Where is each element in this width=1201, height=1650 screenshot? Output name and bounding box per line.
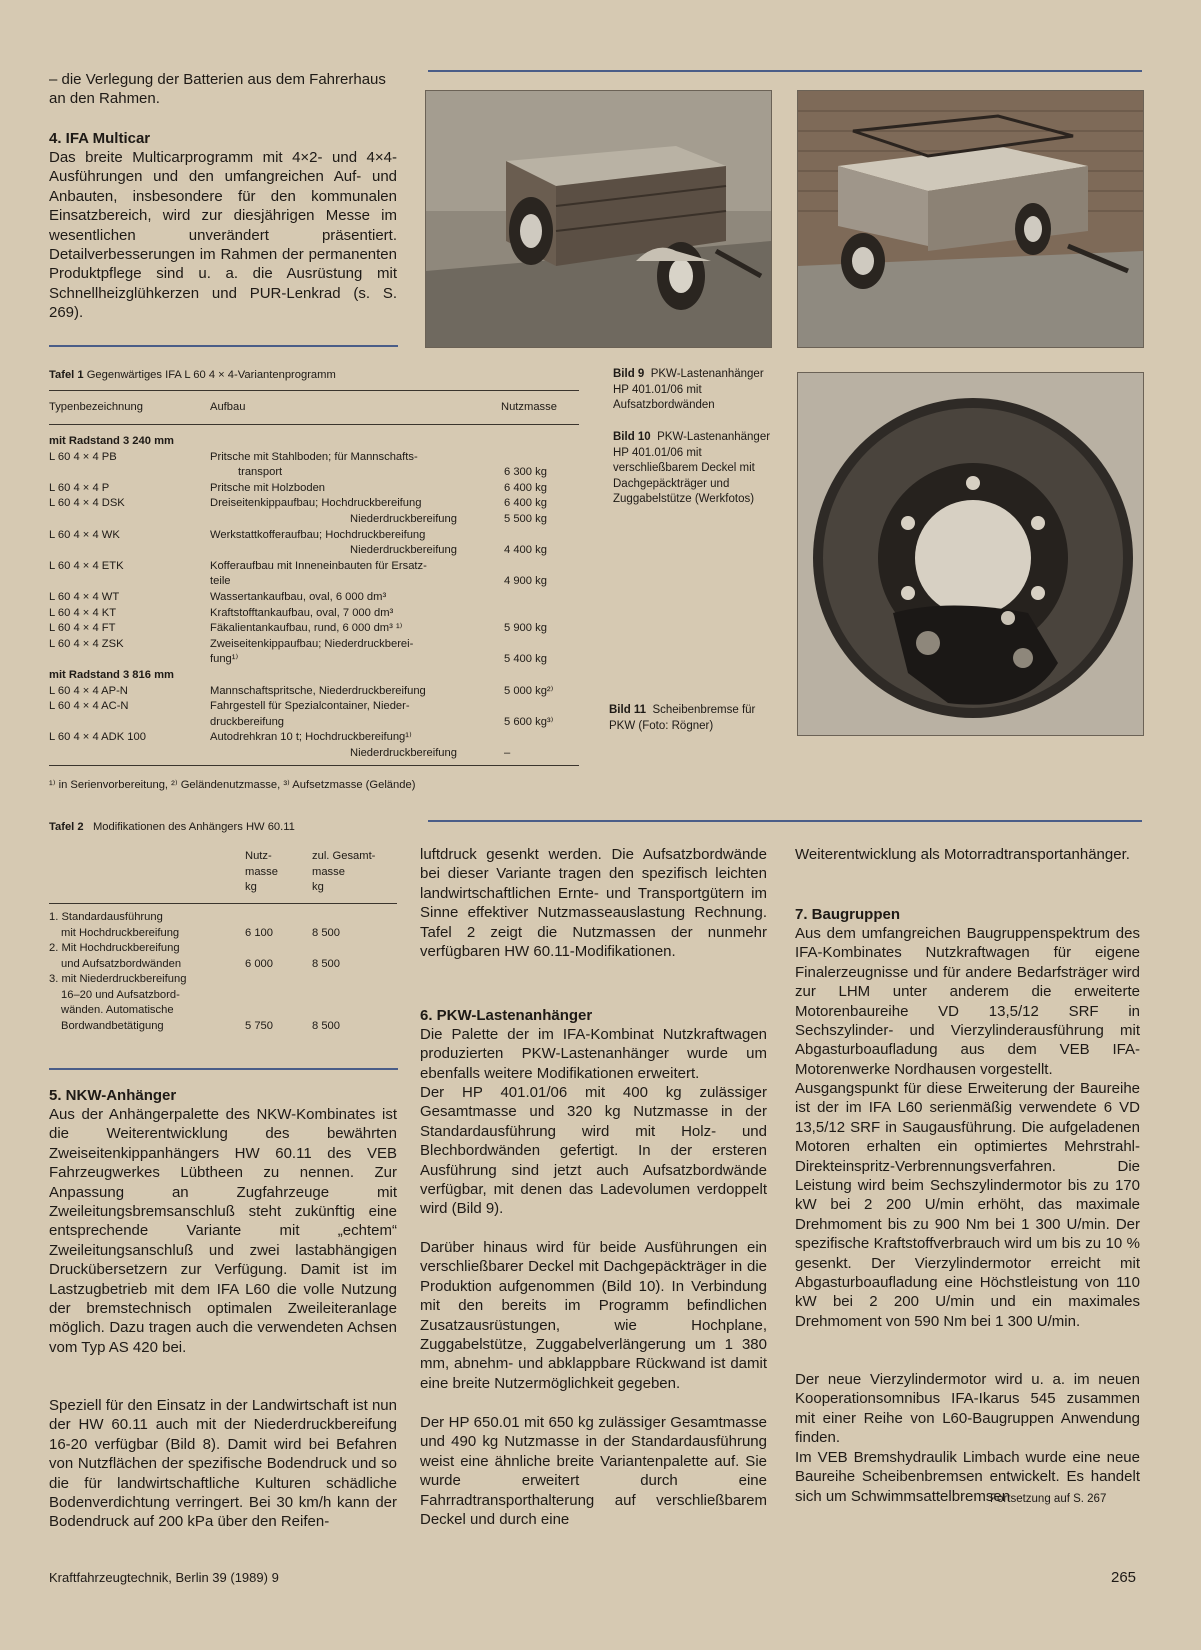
col2-continuation: luftdruck gesenkt werden. Die Aufsatzbordwände bei dieser Variante tragen den spezifisch leichten landwirtschaftlichen Ernte- und Transportgütern im Sinne effektiver Nutzmasseauslastung Rechnung. Tafel 2 zeigt die Nutzmassen der nunmehr verfügbaren HW 60.11-Modifikationen. [420, 846, 767, 961]
section-7-para-4: Im VEB Bremshydraulik Limbach wurde eine neue Baureihe Scheibenbremsen entwickelt. Es handelt sich um Schwimmsattelbremsen [795, 1449, 1140, 1505]
cell-aufbau: Kofferaufbau mit Inneneinbauten für Ersatz- [210, 559, 427, 572]
cell-description [49, 972, 239, 1034]
cell-description [49, 910, 239, 941]
cell-type: L 60 4 × 4 FT [49, 622, 116, 635]
header-line: zul. Gesamt- [312, 850, 376, 862]
cell-type: L 60 4 × 4 WK [49, 528, 120, 541]
table-row [49, 496, 579, 512]
bild10-label: Bild 10 [613, 431, 651, 443]
table-row [49, 972, 397, 1034]
cell-masse: 5 400 kg [504, 653, 547, 666]
cell-type: L 60 4 × 4 ETK [49, 559, 124, 572]
table-group-row [49, 668, 579, 684]
table-row [49, 559, 579, 575]
cell-aufbau: druckbereifung [210, 715, 285, 728]
table-row [49, 941, 397, 972]
cell-type: L 60 4 × 4 AP-N [49, 684, 128, 697]
description-line: Bordwandbetätigung [61, 1019, 164, 1032]
cell-masse: 5 000 kg²⁾ [504, 684, 554, 697]
cell-type: mit Radstand 3 240 mm [49, 435, 174, 447]
divider [49, 345, 398, 347]
cell-aufbau: Niederdruckbereifung [350, 513, 457, 525]
cell-aufbau: Kraftstofftankaufbau, oval, 7 000 dm³ [210, 606, 394, 619]
table-row [49, 746, 579, 762]
cell-type: L 60 4 × 4 AC-N [49, 700, 129, 713]
cell-aufbau: Niederdruckbereifung [350, 747, 457, 759]
divider [428, 70, 1142, 72]
cell-aufbau: fung¹⁾ [210, 653, 239, 666]
bild9-label: Bild 9 [613, 368, 645, 380]
cell-type: L 60 4 × 4 P [49, 481, 110, 494]
cell-masse: 6 300 kg [504, 466, 547, 479]
table-row [49, 684, 579, 700]
table-row [49, 910, 397, 941]
cell-type: L 60 4 × 4 ZSK [49, 637, 124, 650]
cell-masse: 6 400 kg [504, 497, 547, 510]
table-row [49, 512, 579, 528]
cell-type: L 60 4 × 4 KT [49, 606, 117, 619]
section-6-para-2: Der HP 401.01/06 mit 400 kg zulässiger Gesamtmasse und 320 kg Nutzmasse in der Standardausführung wird mit Holz- und Blechbordwänden gefertigt. In der ersteren Ausführung sind jetzt auch Aufsatzbordwände verfügbar, mit denen das Ladevolumen verdoppelt wird (Bild 9). [420, 1084, 767, 1218]
table-row [49, 652, 579, 668]
cell-gesamtmasse: 8 500 [312, 926, 340, 939]
cell-masse: 5 900 kg [504, 622, 547, 635]
description-line: 3. mit Niederdruckbereifung [49, 973, 187, 986]
section-6-para-3: Darüber hinaus wird für beide Ausführungen ein verschließbarer Deckel mit Dachgepäckträger in die Produktion aufgenommen (Bild 10). In Verbindung mit den bereits im Programm befindlichen Zusatzausrüstungen, wie Hochplane, Zuggabelstütze, Zuggabelverlängerung um 1 380 mm, abnehm- und abklappbare Rückwand ist damit eine breite Nutzermöglichkeit gegeben. [420, 1239, 767, 1392]
cell-aufbau: Mannschaftspritsche, Niederdruckbereifung [210, 684, 426, 697]
table-row [49, 590, 579, 606]
figure-caption-bild10 [613, 430, 773, 508]
journal-footer: Kraftfahrzeugtechnik, Berlin 39 (1989) 9 [49, 1570, 279, 1585]
cell-gesamtmasse: 8 500 [312, 957, 340, 970]
bullet-item: – die Verlegung der Batterien aus dem Fahrerhaus an den Rahmen. [49, 71, 386, 108]
cell-type: L 60 4 × 4 WT [49, 591, 120, 603]
table-1-header-masse: Nutzmasse [501, 401, 557, 413]
section-4-heading: 4. IFA Multicar [49, 130, 151, 147]
cell-aufbau: Fäkalientankaufbau, rund, 6 000 dm³ ¹⁾ [210, 622, 403, 635]
cell-aufbau: Dreiseitenkippaufbau; Hochdruckbereifung [210, 497, 422, 510]
table-row [49, 606, 579, 622]
table-2-label: Tafel 2 [49, 821, 84, 833]
table-row [49, 543, 579, 559]
table-row [49, 730, 579, 746]
bild10-text: PKW-Lastenanhänger HP 401.01/06 mit verschließbarem Deckel mit Dachgepäckträger und Zuggabelstütze (Werkfotos) [613, 431, 771, 505]
header-line: kg [245, 881, 257, 893]
section-6-para-1: Die Palette der im IFA-Kombinat Nutzkraftwagen produzierten PKW-Lastenanhänger wurde um ebenfalls weitere Modifikationen erweitert. [420, 1026, 767, 1082]
table-1-caption [49, 368, 336, 384]
cell-aufbau: Zweiseitenkippaufbau; Niederdruckberei- [210, 637, 414, 650]
trailer-photo-bild9 [425, 90, 772, 348]
divider [428, 820, 1142, 822]
bild9-text: PKW-Lastenanhänger HP 401.01/06 mit Aufsatzbordwänden [613, 368, 764, 411]
table-rule [49, 390, 579, 391]
table-row [49, 481, 579, 497]
cell-type: mit Radstand 3 816 mm [49, 669, 174, 681]
table-1-label: Tafel 1 [49, 369, 84, 381]
description-line: und Aufsatzbordwänden [61, 957, 182, 970]
section-7-para-2: Ausgangspunkt für diese Erweiterung der Baureihe ist der im IFA L60 serienmäßig verwendete 6 VD 13,5/12 SRF in Saugausführung. Die aufgeladenen Motoren erhalten ein optimiertes Mehrstrahl-Direkteinspritz-Verbrennungsverfahren. Die Leistung wird beim Sechszylindermotor bis zu 170 kW bei 2 200 U/min erhöht, das maximale Drehmoment bis zu 900 Nm bei 1 300 U/min. Der spezifische Kraftstoffverbrauch wird um bis zu 10 % gesenkt. Der Vierzylindermotor erreicht mit Abgasturboaufladung eine Höchstleistung von 110 kW bei 2 200 U/min und ein maximales Drehmoment von 590 Nm bei 1 300 U/min. [795, 1080, 1140, 1330]
cell-aufbau: Niederdruckbereifung [350, 544, 457, 557]
bild11-label: Bild 11 [609, 704, 647, 716]
cell-aufbau: teile [210, 575, 231, 588]
cell-masse: 5 600 kg³⁾ [504, 715, 554, 728]
table-1-header-aufbau: Aufbau [210, 401, 246, 413]
cell-nutzmasse: 6 100 [245, 926, 273, 939]
cell-type: L 60 4 × 4 PB [49, 450, 117, 463]
section-4-body: Das breite Multicarprogramm mit 4×2- und 4×4-Ausführungen und den umfangreichen Auf- und Anbauten, insbesondere für den kommunalen Einsatzbereich, wird zur diesjährigen Messe im wesentlichen unverändert präsentiert. Detailverbesserungen im Rahmen der permanenten Produktpflege sind u. a. die Ausrüstung mit Schnellheizglühkerzen und PUR-Lenkrad (s. S. 269). [49, 149, 397, 322]
table-row [49, 715, 579, 731]
header-line: Nutz- [245, 850, 272, 862]
figure-caption-bild9 [613, 367, 773, 414]
cell-aufbau: Pritsche mit Stahlboden; für Mannschafts- [210, 450, 418, 463]
table-row [49, 574, 579, 590]
header-line: masse [245, 865, 278, 878]
table-2-header-nutzmasse [245, 849, 278, 896]
table-row [49, 621, 579, 637]
description-line: 1. Standardausführung [49, 911, 163, 923]
cell-nutzmasse: 6 000 [245, 957, 273, 970]
table-2-caption [49, 820, 295, 836]
cell-gesamtmasse: 8 500 [312, 1020, 340, 1033]
table-group-row [49, 434, 579, 450]
table-rule [49, 424, 579, 425]
table-row [49, 637, 579, 653]
table-1-header-type: Typenbezeichnung [49, 401, 143, 413]
table-row [49, 450, 579, 466]
description-line: 2. Mit Hochdruckbereifung [49, 942, 180, 955]
cell-aufbau: Fahrgestell für Spezialcontainer, Nieder- [210, 700, 410, 713]
page-number: 265 [1111, 1569, 1137, 1586]
figure-caption-bild11 [609, 703, 779, 734]
table-rule [49, 765, 579, 766]
section-5-para-2: Speziell für den Einsatz in der Landwirtschaft ist nun der HW 60.11 auch mit der Niederdruckbereifung 16-20 verfügbar (Bild 8). Damit wird bei Befahren von Nutzflächen der spezifische Bodendruck und so die für landwirtschaftliche Kulturen schädliche Bodenverdichtung verringert. Bei 30 km/h kann der Bodendruck auf 200 kPa über den Reifen- [49, 1397, 397, 1531]
cell-aufbau: transport [238, 466, 283, 479]
cell-nutzmasse: 5 750 [245, 1020, 273, 1033]
col3-continuation: Weiterentwicklung als Motorradtransportanhänger. [795, 846, 1130, 863]
table-row [49, 465, 579, 481]
cell-aufbau: Werkstattkofferaufbau; Hochdruckbereifung [210, 528, 426, 541]
header-line: kg [312, 881, 324, 893]
cell-type: L 60 4 × 4 ADK 100 [49, 731, 146, 744]
cell-aufbau: Wassertankaufbau, oval, 6 000 dm³ [210, 591, 387, 603]
table-2-title: Modifikationen des Anhängers HW 60.11 [92, 821, 295, 833]
continued-note: Fortsetzung auf S. 267 [990, 1493, 1107, 1505]
cell-masse: 4 900 kg [504, 575, 547, 588]
cell-masse: 5 500 kg [504, 513, 547, 525]
bild11-text: Scheibenbremse für PKW (Foto: Rögner) [609, 704, 756, 732]
table-rule [49, 903, 397, 904]
divider [49, 1068, 398, 1070]
section-7-heading: 7. Baugruppen [795, 906, 901, 923]
section-6-para-4: Der HP 650.01 mit 650 kg zulässiger Gesamtmasse und 490 kg Nutzmasse in der Standardausführung weist eine ähnliche breite Variantenpalette auf. Sie wurde erweitert durch eine Fahrradtransporthalterung auf verschließbarem Deckel und durch eine [420, 1414, 767, 1529]
trailer-photo-bild10 [797, 90, 1144, 348]
cell-type: L 60 4 × 4 DSK [49, 497, 125, 510]
section-7-para-3: Der neue Vierzylindermotor wird u. a. im neuen Kooperationsomnibus IFA-Ikarus 545 zusammen mit einer Reihe von L60-Baugruppen Anwendung finden. [795, 1371, 1140, 1447]
section-5-para-1: Aus der Anhängerpalette des NKW-Kombinates ist die Weiterentwicklung des bewährten Zweiseitenkippanhängers HW 60.11 des VEB Fahrzeugwerkes Lübtheen zu nennen. Zur Anpassung an Zugfahrzeuge mit Zweileitungsbremsanschluß steht zukünftig eine entsprechende Variante mit „echtem“ Zweileitungsanschluß und zwei lastabhängigen Druckübersetzern zur Verfügung. Damit ist im Lastzugbetrieb mit dem IFA L60 die volle Nutzung der bremstechnisch optimalen Zweileiteranlage möglich. Dazu tragen auch die verwendeten Achsen vom Typ AS 420 bei. [49, 1106, 397, 1356]
cell-aufbau: Autodrehkran 10 t; Hochdruckbereifung¹⁾ [210, 731, 412, 744]
cell-description [49, 941, 239, 972]
description-line: 16–20 und Aufsatzbord- [61, 988, 180, 1001]
cell-masse: 6 400 kg [504, 481, 547, 494]
table-row [49, 528, 579, 544]
cell-aufbau: Pritsche mit Holzboden [210, 481, 326, 494]
section-5-heading: 5. NKW-Anhänger [49, 1087, 177, 1104]
disc-brake-photo-bild11 [797, 372, 1144, 736]
description-line: mit Hochdruckbereifung [61, 926, 180, 939]
description-line: wänden. Automatische [61, 1004, 174, 1017]
header-line: masse [312, 865, 345, 878]
cell-masse: 4 400 kg [504, 544, 547, 557]
table-2-header-gesamtmasse [312, 849, 375, 896]
cell-masse: – [504, 747, 511, 759]
section-7-para-1: Aus dem umfangreichen Baugruppenspektrum des IFA-Kombinates Nutzkraftwagen für eigene Finalerzeugnisse und für andere Bedarfsträger wird zur LHM unter anderem die erweiterte Motorenbaureihe VD 13,5/12 SRF in Sechszylinder- und Vierzylinderausführung mit Abgasturboaufladung aus dem VEB IFA-Motorenwerke Nordhausen vorgestellt. [795, 925, 1140, 1078]
table-1-footnote: ¹⁾ in Serienvorbereitung, ²⁾ Geländenutzmasse, ³⁾ Aufsetzmasse (Gelände) [49, 779, 416, 791]
table-1-title: Gegenwärtiges IFA L 60 4 × 4-Variantenprogramm [86, 369, 336, 381]
section-6-heading: 6. PKW-Lastenanhänger [420, 1007, 593, 1024]
table-row [49, 699, 579, 715]
